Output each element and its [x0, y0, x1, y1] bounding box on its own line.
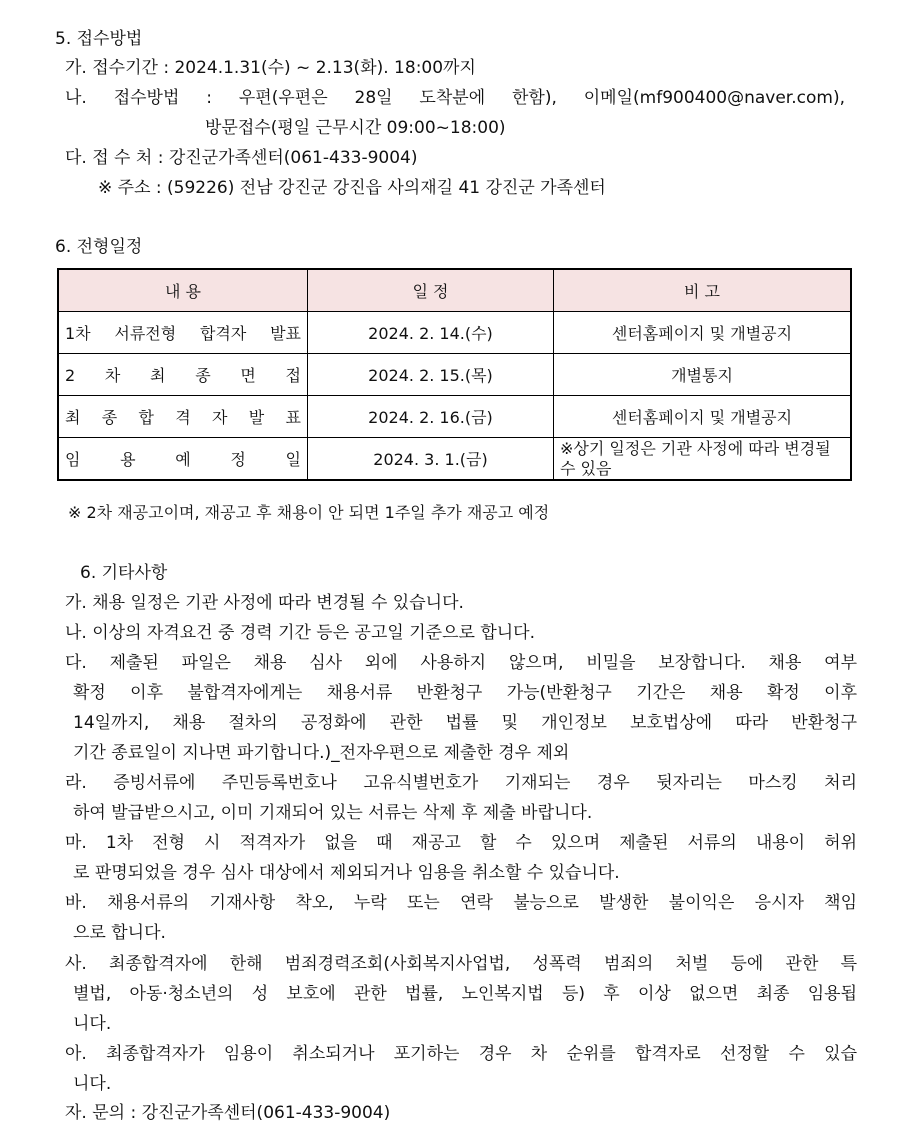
row-date: 2024. 3. 1.(금): [308, 438, 554, 481]
etc-item-c-line3: 14일까지, 채용 절차의 공정화에 관한 법률 및 개인정보 보호법상에 따라 반환청구: [73, 713, 857, 733]
receipt-office: 다. 접 수 처 : 강진군가족센터(061-433-9004): [65, 148, 418, 168]
etc-item-f-line1: 바. 채용서류의 기재사항 착오, 누락 또는 연락 불능으로 발생한 불이익은 응시자 책임: [65, 893, 857, 913]
receipt-period: 가. 접수기간 : 2024.1.31(수) ~ 2.13(화). 18:00까지: [65, 58, 476, 78]
section6-heading: 6. 전형일정: [55, 237, 143, 257]
row-note: 센터홈페이지 및 개별공지: [554, 396, 852, 438]
etc-item-a: 가. 채용 일정은 기관 사정에 따라 변경될 수 있습니다.: [65, 593, 464, 613]
etc-item-d-line1: 라. 증빙서류에 주민등록번호나 고유식별번호가 기재되는 경우 뒷자리는 마스킹 처리: [65, 773, 857, 793]
section5-heading: 5. 접수방법: [55, 29, 143, 49]
header-content: 내 용: [58, 269, 308, 312]
row-item: 1차 서류전형 합격자 발표: [65, 324, 301, 343]
etc-item-b: 나. 이상의 자격요건 중 경력 기간 등은 공고일 기준으로 합니다.: [65, 623, 535, 643]
row-note: ※상기 일정은 기관 사정에 따라 변경될 수 있음: [554, 438, 852, 481]
row-item: 임 용 예 정 일: [65, 450, 301, 469]
receipt-method-line1: 나. 접수방법 : 우편(우편은 28일 도착분에 한함), 이메일(mf900400@naver.com),: [65, 88, 845, 108]
etc-item-f-line2: 으로 합니다.: [73, 923, 166, 943]
etc-item-g-line2: 별법, 아동·청소년의 성 보호에 관한 법률, 노인복지법 등) 후 이상 없으면 최종 임용됩: [73, 984, 857, 1004]
etc-item-g-line1: 사. 최종합격자에 한해 범죄경력조회(사회복지사업법, 성폭력 범죄의 처벌 등에 관한 특: [65, 954, 857, 974]
row-item: 최 종 합 격 자 발 표: [65, 408, 301, 427]
schedule-table: [57, 268, 852, 481]
section7-heading: 6. 기타사항: [80, 563, 168, 583]
etc-item-h-line2: 니다.: [73, 1074, 112, 1094]
etc-item-e-line1: 마. 1차 전형 시 적격자가 없을 때 재공고 할 수 있으며 제출된 서류의 내용이 허위: [65, 833, 857, 853]
row-item: 2 차 최 종 면 접: [65, 366, 301, 385]
etc-item-c-line4: 기간 종료일이 지나면 파기합니다.)_전자우편으로 제출한 경우 제외: [73, 743, 570, 763]
receipt-method-line2: 방문접수(평일 근무시간 09:00~18:00): [205, 118, 506, 138]
table-header-row: [58, 269, 851, 312]
row-note: 센터홈페이지 및 개별공지: [554, 312, 852, 354]
office-address: ※ 주소 : (59226) 전남 강진군 강진읍 사의재길 41 강진군 가족센터: [98, 178, 606, 198]
etc-item-e-line2: 로 판명되었을 경우 심사 대상에서 제외되거나 임용을 취소할 수 있습니다.: [73, 863, 620, 883]
etc-item-c-line1: 다. 제출된 파일은 채용 심사 외에 사용하지 않으며, 비밀을 보장합니다. 채용 여부: [65, 653, 857, 673]
etc-item-g-line3: 니다.: [73, 1014, 112, 1034]
table-row: [58, 396, 851, 438]
etc-item-i: 자. 문의 : 강진군가족센터(061-433-9004): [65, 1103, 391, 1123]
table-row: [58, 354, 851, 396]
row-note: 개별통지: [554, 354, 852, 396]
schedule-footnote: ※ 2차 재공고이며, 재공고 후 채용이 안 되면 1주일 추가 재공고 예정: [68, 503, 550, 522]
table-row: [58, 312, 851, 354]
row-date: 2024. 2. 15.(목): [308, 354, 554, 396]
header-remarks: 비 고: [554, 269, 852, 312]
etc-item-d-line2: 하여 발급받으시고, 이미 기재되어 있는 서류는 삭제 후 제출 바랍니다.: [73, 803, 593, 823]
etc-item-h-line1: 아. 최종합격자가 임용이 취소되거나 포기하는 경우 차 순위를 합격자로 선정할 수 있습: [65, 1044, 857, 1064]
row-date: 2024. 2. 14.(수): [308, 312, 554, 354]
row-date: 2024. 2. 16.(금): [308, 396, 554, 438]
etc-item-c-line2: 확정 이후 불합격자에게는 채용서류 반환청구 가능(반환청구 기간은 채용 확정 이후: [73, 683, 857, 703]
table-row: [58, 438, 851, 481]
header-schedule: 일 정: [308, 269, 554, 312]
